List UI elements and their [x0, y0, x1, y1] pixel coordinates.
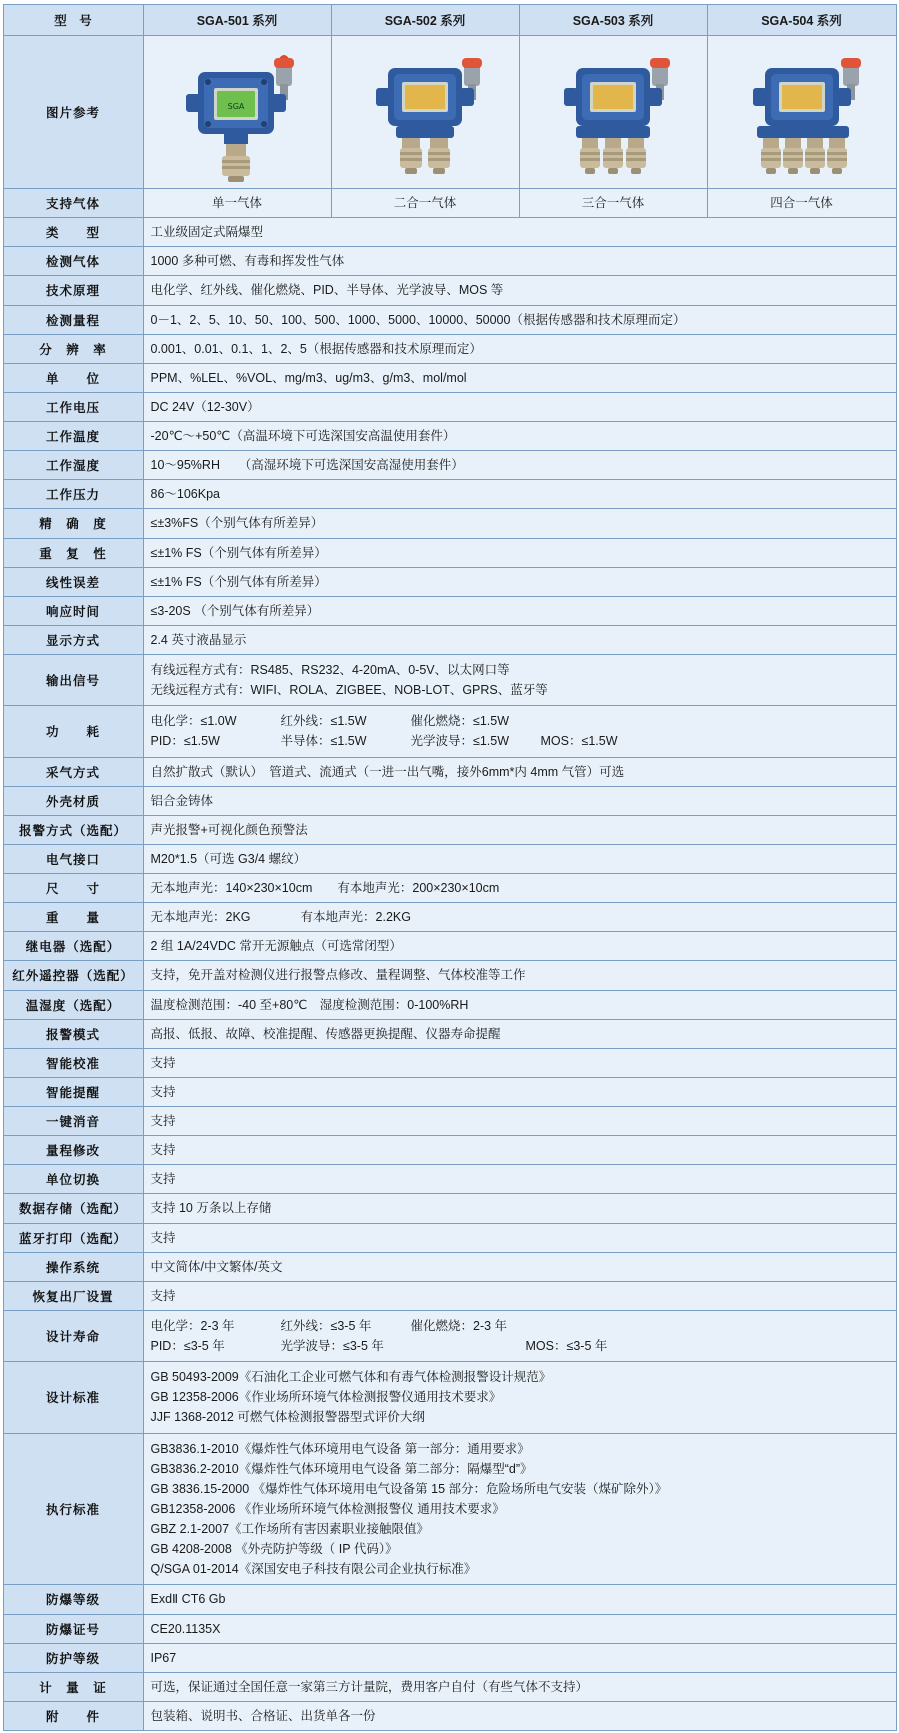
- table-row: [3, 1165, 896, 1194]
- table-row: [3, 932, 896, 961]
- exec-standard-line-4: GB12358-2006 《作业场所环境气体检测报警仪 通用技术要求》: [150, 1501, 505, 1516]
- row-value-response-time: ≤3-20S （个别气体有所差异）: [143, 596, 896, 625]
- row-value-range: 0－1、2、5、10、50、100、500、1000、5000、10000、50000（根据传感器和技术原理而定）: [143, 305, 896, 334]
- row-value-display: 2.4 英寸液晶显示: [143, 625, 896, 654]
- gas-detector-4-icon: [717, 38, 887, 186]
- table-row: [3, 903, 896, 932]
- row-value-unit: PPM、%LEL、%VOL、mg/m3、ug/m3、g/m3、mol/mol: [143, 363, 896, 392]
- lifespan-optical-waveguide: 光学波导：≤3-5 年: [280, 1339, 384, 1353]
- row-value-smart-calibration: 支持: [143, 1048, 896, 1077]
- table-row: [3, 1107, 896, 1136]
- row-label-power: 功 耗: [3, 706, 143, 757]
- output-signal-wired: 有线远程方式有：RS485、RS232、4-20mA、0-5V、以太网口等: [150, 663, 510, 677]
- row-value-accuracy: ≤±3%FS（个别气体有所差异）: [143, 509, 896, 538]
- table-row: [3, 305, 896, 334]
- row-value-pressure: 86～106Kpa: [143, 480, 896, 509]
- table-row: [3, 509, 896, 538]
- table-row: [3, 1223, 896, 1252]
- power-line-1: [151, 711, 889, 731]
- row-label-temp-humidity-optional: 温湿度（选配）: [3, 990, 143, 1019]
- row-value-voltage: DC 24V（12-30V）: [143, 392, 896, 421]
- table-row: [3, 1252, 896, 1281]
- table-row: [3, 567, 896, 596]
- gas-support-504: 四合一气体: [707, 189, 896, 218]
- row-value-resolution: 0.001、0.01、0.1、1、2、5（根据传感器和技术原理而定）: [143, 334, 896, 363]
- row-label-range-modify: 量程修改: [3, 1136, 143, 1165]
- row-label-gas-support: 支持气体: [3, 189, 143, 218]
- design-standard-line-3: JJF 1368-2012 可燃气体检测报警器型式评价大纲: [150, 1410, 425, 1425]
- table-row: [3, 422, 896, 451]
- row-label-alarm-mode-optional: 报警方式（选配）: [3, 815, 143, 844]
- table-row-exec-standard: [3, 1433, 896, 1585]
- gas-support-502: 二合一气体: [331, 189, 519, 218]
- table-row: [3, 1077, 896, 1106]
- table-row: [3, 1281, 896, 1310]
- table-row: [3, 5, 896, 36]
- model-503: SGA-503 系列: [519, 5, 707, 36]
- table-row: [3, 1048, 896, 1077]
- row-label-one-key-mute: 一键消音: [3, 1107, 143, 1136]
- table-row: [3, 1614, 896, 1643]
- row-label-humidity: 工作湿度: [3, 451, 143, 480]
- table-row: [3, 596, 896, 625]
- row-value-data-storage-optional: 支持 10 万条以上存储: [143, 1194, 896, 1223]
- power-line-2: [151, 731, 889, 751]
- model-502: SGA-502 系列: [331, 5, 519, 36]
- row-label-model: 型 号: [3, 5, 143, 36]
- row-label-factory-reset: 恢复出厂设置: [3, 1281, 143, 1310]
- row-value-factory-reset: 支持: [143, 1281, 896, 1310]
- output-signal-wireless: 无线远程方式有：WIFI、ROLA、ZIGBEE、NOB-LOT、GPRS、蓝牙等: [150, 683, 548, 698]
- row-value-temp-humidity-optional: 温度检测范围：-40 至+80℃ 湿度检测范围：0-100%RH: [143, 990, 896, 1019]
- row-value-dimensions: 无本地声光：140×230×10cm 有本地声光：200×230×10cm: [143, 874, 896, 903]
- device-image-503: [519, 36, 707, 189]
- lifespan-line-2: [151, 1336, 889, 1356]
- row-label-lifespan: 设计寿命: [3, 1310, 143, 1361]
- row-value-ex-cert-no: CE20.1135X: [143, 1614, 896, 1643]
- gas-support-501: 单一气体: [143, 189, 331, 218]
- row-label-repeatability: 重 复 性: [3, 538, 143, 567]
- lifespan-infrared: 红外线：≤3-5 年: [280, 1318, 372, 1333]
- row-label-image-reference: 图片参考: [3, 36, 143, 189]
- gas-detector-1-icon: [152, 38, 322, 186]
- row-label-resolution: 分 辨 率: [3, 334, 143, 363]
- row-label-unit: 单 位: [3, 363, 143, 392]
- row-value-power: [143, 706, 896, 757]
- gas-support-503: 三合一气体: [519, 189, 707, 218]
- table-row: [3, 815, 896, 844]
- exec-standard-line-5: GBZ 2.1-2007《工作场所有害因素职业接触限值》: [150, 1522, 430, 1536]
- row-label-accuracy: 精 确 度: [3, 509, 143, 538]
- power-pid: PID：≤1.5W: [150, 734, 220, 749]
- row-label-unit-switch: 单位切换: [3, 1165, 143, 1194]
- table-row: [3, 1136, 896, 1165]
- power-mos: MOS：≤1.5W: [540, 734, 618, 749]
- table-row: [3, 1701, 896, 1730]
- table-row: [3, 247, 896, 276]
- lifespan-pid: PID：≤3-5 年: [150, 1339, 225, 1353]
- power-semiconductor: 半导体：≤1.5W: [280, 734, 367, 749]
- row-value-one-key-mute: 支持: [143, 1107, 896, 1136]
- row-label-display: 显示方式: [3, 625, 143, 654]
- power-optical-waveguide: 光学波导：≤1.5W: [410, 734, 510, 749]
- exec-standard-line-1: GB3836.1-2010《爆炸性气体环境用电气设备 第一部分：通用要求》: [150, 1441, 530, 1456]
- row-label-operating-system: 操作系统: [3, 1252, 143, 1281]
- row-label-type: 类 型: [3, 218, 143, 247]
- row-value-bluetooth-print-optional: 支持: [143, 1223, 896, 1252]
- row-value-relay-optional: 2 组 1A/24VDC 常开无源触点（可选常闭型）: [143, 932, 896, 961]
- row-value-alarm-modes: 高报、低报、故障、校准提醒、传感器更换提醒、仪器寿命提醒: [143, 1019, 896, 1048]
- row-value-repeatability: ≤±1% FS（个别气体有所差异）: [143, 538, 896, 567]
- row-value-ex-rating: ExdⅡ CT6 Gb: [143, 1585, 896, 1614]
- table-row-power: [3, 706, 896, 757]
- table-row: [3, 480, 896, 509]
- table-row: [3, 538, 896, 567]
- row-label-ip-rating: 防护等级: [3, 1643, 143, 1672]
- model-501: SGA-501 系列: [143, 5, 331, 36]
- device-image-501: [143, 36, 331, 189]
- table-row: [3, 1585, 896, 1614]
- table-row: [3, 874, 896, 903]
- row-label-bluetooth-print-optional: 蓝牙打印（选配）: [3, 1223, 143, 1252]
- row-label-ex-cert-no: 防爆证号: [3, 1614, 143, 1643]
- table-row: [3, 451, 896, 480]
- row-value-detect-gas: 1000 多种可燃、有毒和挥发性气体: [143, 247, 896, 276]
- row-value-electrical-interface: M20*1.5（可选 G3/4 螺纹）: [143, 844, 896, 873]
- exec-standard-line-2: GB3836.2-2010《爆炸性气体环境用电气设备 第二部分：隔爆型“d”》: [150, 1461, 533, 1476]
- table-row: [3, 334, 896, 363]
- design-standard-line-1: GB 50493-2009《石油化工企业可燃气体和有毒气体检测报警设计规范》: [150, 1370, 552, 1385]
- power-catalytic: 催化燃烧：≤1.5W: [410, 714, 510, 729]
- row-label-exec-standard: 执行标准: [3, 1433, 143, 1585]
- table-row-lifespan: [3, 1310, 896, 1361]
- row-label-housing: 外壳材质: [3, 786, 143, 815]
- row-value-humidity: 10～95%RH （高湿环境下可选深国安高湿使用套件）: [143, 451, 896, 480]
- exec-standard-line-3: GB 3836.15-2000 《爆炸性气体环境用电气设备第 15 部分：危险场所电气安装（煤矿除外）》: [150, 1481, 668, 1496]
- model-504: SGA-504 系列: [707, 5, 896, 36]
- row-value-lifespan: [143, 1310, 896, 1361]
- row-value-linearity: ≤±1% FS（个别气体有所差异）: [143, 567, 896, 596]
- table-row: [3, 786, 896, 815]
- row-label-detect-gas: 检测气体: [3, 247, 143, 276]
- table-row: [3, 990, 896, 1019]
- row-value-output-signal: [143, 655, 896, 706]
- table-row: [3, 757, 896, 786]
- row-label-temperature: 工作温度: [3, 422, 143, 451]
- device-image-502: [331, 36, 519, 189]
- table-row: [3, 392, 896, 421]
- exec-standard-line-6: GB 4208-2008 《外壳防护等级（ IP 代码）》: [150, 1542, 398, 1557]
- row-value-ir-remote-optional: 支持，免开盖对检测仪进行报警点修改、量程调整、气体校准等工作: [143, 961, 896, 990]
- row-label-relay-optional: 继电器（选配）: [3, 932, 143, 961]
- specification-table: [3, 4, 897, 1731]
- table-row: [3, 276, 896, 305]
- exec-standard-line-7: Q/SGA 01-2014《深国安电子科技有限公司企业执行标准》: [150, 1562, 477, 1577]
- row-label-sampling: 采气方式: [3, 757, 143, 786]
- row-value-sampling: 自然扩散式（默认） 管道式、流通式（一进一出气嘴，接外6mm*内 4mm 气管）可选: [143, 757, 896, 786]
- lifespan-mos: MOS：≤3-5 年: [525, 1339, 608, 1353]
- row-label-electrical-interface: 电气接口: [3, 844, 143, 873]
- svg-text:SGA: SGA: [227, 102, 245, 111]
- row-value-unit-switch: 支持: [143, 1165, 896, 1194]
- table-row-output-signal: [3, 655, 896, 706]
- table-row-design-standard: [3, 1362, 896, 1433]
- table-row-gas-support: [3, 189, 896, 218]
- row-value-metrology-cert: 可选，保证通过全国任意一家第三方计量院，费用客户自付（有些气体不支持）: [143, 1672, 896, 1701]
- table-row: [3, 1194, 896, 1223]
- row-label-metrology-cert: 计 量 证: [3, 1672, 143, 1701]
- gas-detector-3-icon: [528, 38, 698, 186]
- table-row: [3, 844, 896, 873]
- row-label-voltage: 工作电压: [3, 392, 143, 421]
- row-value-alarm-mode-optional: 声光报警+可视化颜色预警法: [143, 815, 896, 844]
- row-label-weight: 重 量: [3, 903, 143, 932]
- row-label-pressure: 工作压力: [3, 480, 143, 509]
- device-image-504: [707, 36, 896, 189]
- table-row: [3, 218, 896, 247]
- row-label-accessories: 附 件: [3, 1701, 143, 1730]
- row-label-smart-reminder: 智能提醒: [3, 1077, 143, 1106]
- row-value-type: 工业级固定式隔爆型: [143, 218, 896, 247]
- row-value-housing: 铝合金铸体: [143, 786, 896, 815]
- row-value-smart-reminder: 支持: [143, 1077, 896, 1106]
- row-value-weight: 无本地声光：2KG 有本地声光：2.2KG: [143, 903, 896, 932]
- lifespan-line-1: [151, 1316, 889, 1336]
- row-label-data-storage-optional: 数据存储（选配）: [3, 1194, 143, 1223]
- row-value-accessories: 包装箱、说明书、合格证、出货单各一份: [143, 1701, 896, 1730]
- table-row: [3, 961, 896, 990]
- design-standard-line-2: GB 12358-2006《作业场所环境气体检测报警仪通用技术要求》: [150, 1390, 502, 1405]
- row-label-dimensions: 尺 寸: [3, 874, 143, 903]
- row-label-response-time: 响应时间: [3, 596, 143, 625]
- power-electrochemical: 电化学：≤1.0W: [150, 714, 237, 729]
- table-row: [3, 1019, 896, 1048]
- row-label-smart-calibration: 智能校准: [3, 1048, 143, 1077]
- row-label-alarm-modes: 报警模式: [3, 1019, 143, 1048]
- lifespan-electrochemical: 电化学：2-3 年: [150, 1318, 235, 1333]
- row-label-technology: 技术原理: [3, 276, 143, 305]
- table-row: [3, 363, 896, 392]
- row-label-output-signal: 输出信号: [3, 655, 143, 706]
- table-row: [3, 1643, 896, 1672]
- row-label-design-standard: 设计标准: [3, 1362, 143, 1433]
- row-value-temperature: -20℃～+50℃（高温环境下可选深国安高温使用套件）: [143, 422, 896, 451]
- row-label-ex-rating: 防爆等级: [3, 1585, 143, 1614]
- row-value-technology: 电化学、红外线、催化燃烧、PID、半导体、光学波导、MOS 等: [143, 276, 896, 305]
- power-infrared: 红外线：≤1.5W: [280, 714, 367, 729]
- lifespan-catalytic: 催化燃烧：2-3 年: [410, 1318, 508, 1333]
- gas-detector-2-icon: [340, 38, 510, 186]
- row-label-linearity: 线性误差: [3, 567, 143, 596]
- row-value-exec-standard: [143, 1433, 896, 1585]
- row-value-operating-system: 中文简体/中文繁体/英文: [143, 1252, 896, 1281]
- row-value-range-modify: 支持: [143, 1136, 896, 1165]
- row-value-ip-rating: IP67: [143, 1643, 896, 1672]
- table-row: [3, 1672, 896, 1701]
- row-label-ir-remote-optional: 红外遥控器（选配）: [3, 961, 143, 990]
- table-row: [3, 625, 896, 654]
- row-label-range: 检测量程: [3, 305, 143, 334]
- table-row-images: [3, 36, 896, 189]
- row-value-design-standard: [143, 1362, 896, 1433]
